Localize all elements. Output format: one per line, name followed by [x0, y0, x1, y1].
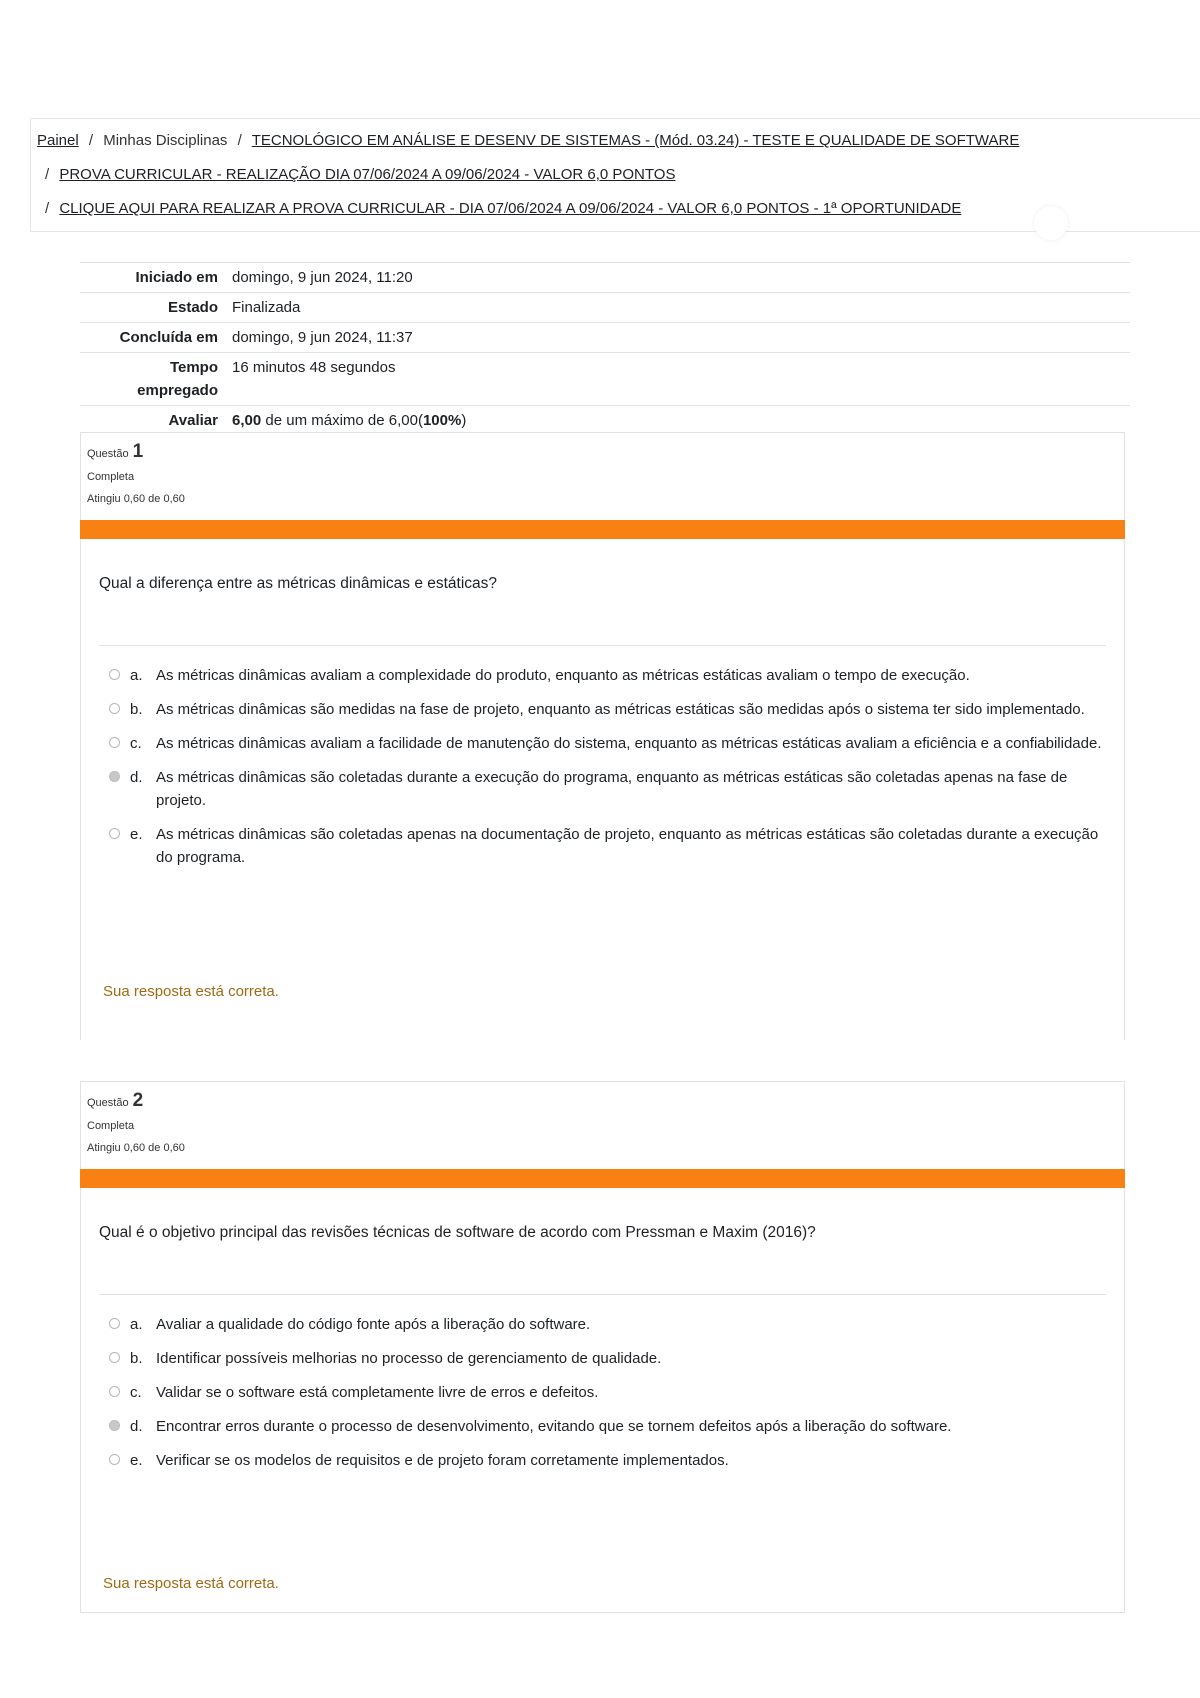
question-number	[87, 1090, 1118, 1112]
question-grade: Atingiu 0,60 de 0,60	[87, 1142, 185, 1154]
breadcrumb-item-disciplinas: Minhas Disciplinas	[103, 132, 228, 149]
question-label: Questão	[87, 1097, 129, 1109]
answer-text: As métricas dinâmicas são medidas na fase de projeto, enquanto as métricas estáticas são medidas após o sistema ter sido implementado.	[156, 701, 1085, 718]
summary-value: Finalizada	[232, 299, 301, 316]
answer-option[interactable]	[99, 698, 1106, 721]
summary-value	[228, 406, 1130, 435]
question-number-value: 2	[132, 1090, 144, 1111]
breadcrumb-link-course[interactable]: TECNOLÓGICO EM ANÁLISE E DESENV DE SISTEMAS - (Mód. 03.24) - TESTE E QUALIDADE DE SOFTWARE	[251, 132, 1020, 149]
question-header-bar	[80, 1169, 1125, 1188]
summary-label: Avaliar	[168, 412, 218, 429]
answer-text: Validar se o software está completamente livre de erros e defeitos.	[156, 1384, 599, 1401]
answer-letter: d.	[130, 1418, 143, 1435]
question-number	[87, 441, 1118, 463]
answer-text: As métricas dinâmicas avaliam a complexidade do produto, enquanto as métricas estáticas avaliam o tempo de execução.	[156, 667, 970, 684]
answer-letter: e.	[130, 826, 143, 843]
summary-label: Concluída em	[119, 329, 218, 346]
summary-row-state	[80, 292, 1130, 322]
radio-button-checked[interactable]	[109, 1420, 120, 1431]
breadcrumb-link-exam[interactable]: CLIQUE AQUI PARA REALIZAR A PROVA CURRICULAR - DIA 07/06/2024 A 09/06/2024 - VALOR 6,0 PONTOS - 1ª OPORTUNIDADE	[59, 200, 962, 217]
answer-option[interactable]	[99, 823, 1106, 869]
answer-option[interactable]	[99, 732, 1106, 755]
answer-option[interactable]	[99, 1347, 1106, 1370]
question-body	[80, 1188, 1125, 1551]
grade-max: de um máximo de 6,00(	[265, 412, 423, 429]
question-label: Questão	[87, 448, 129, 460]
question-info	[80, 432, 1125, 520]
radio-button[interactable]	[109, 1318, 120, 1329]
answer-text: Identificar possíveis melhorias no processo de gerenciamento de qualidade.	[156, 1350, 662, 1367]
answer-option[interactable]	[99, 1449, 1106, 1472]
question-state: Completa	[87, 1120, 135, 1132]
answer-list	[99, 1295, 1106, 1472]
question-state: Completa	[87, 471, 135, 483]
answer-letter: c.	[130, 1384, 142, 1401]
question-grade: Atingiu 0,60 de 0,60	[87, 493, 185, 505]
scroll-to-top-button[interactable]	[1034, 206, 1068, 240]
summary-row-grade	[80, 405, 1130, 435]
question-body	[80, 539, 1125, 983]
answer-option[interactable]	[99, 664, 1106, 687]
summary-label	[80, 353, 228, 405]
radio-button[interactable]	[109, 703, 120, 714]
answer-letter: d.	[130, 769, 143, 786]
question-text: Qual a diferença entre as métricas dinâmicas e estáticas?	[99, 575, 498, 592]
answer-letter: a.	[130, 1316, 143, 1333]
breadcrumb-separator: /	[237, 132, 242, 149]
answer-option-selected[interactable]	[99, 1415, 1106, 1438]
summary-value: domingo, 9 jun 2024, 11:37	[232, 329, 413, 346]
answer-option[interactable]	[99, 1313, 1106, 1336]
answer-text: Avaliar a qualidade do código fonte após a liberação do software.	[156, 1316, 591, 1333]
attempt-summary-table	[80, 262, 1130, 435]
summary-row-started	[80, 262, 1130, 292]
radio-button[interactable]	[109, 669, 120, 680]
radio-button[interactable]	[109, 1352, 120, 1363]
question-info	[80, 1081, 1125, 1169]
question-feedback	[80, 983, 1125, 1040]
radio-button[interactable]	[109, 1454, 120, 1465]
question-text: Qual é o objetivo principal das revisões técnicas de software de acordo com Pressman e Maxim (2016)?	[99, 1224, 816, 1241]
answer-text: As métricas dinâmicas são coletadas apenas na documentação de projeto, enquanto as métricas estáticas são coletadas durante a execução do programa.	[156, 826, 1099, 866]
feedback-text: Sua resposta está correta.	[103, 1575, 279, 1592]
breadcrumb-link-exam-section[interactable]: PROVA CURRICULAR - REALIZAÇÃO DIA 07/06/2024 A 09/06/2024 - VALOR 6,0 PONTOS	[59, 166, 676, 183]
answer-text: Encontrar erros durante o processo de desenvolvimento, evitando que se tornem defeitos após a liberação do software.	[156, 1418, 952, 1435]
breadcrumb-line-2	[45, 166, 675, 183]
answer-option-selected[interactable]	[99, 766, 1106, 812]
breadcrumb-separator: /	[88, 132, 94, 149]
grade-percent: 100%	[422, 412, 462, 429]
summary-label: Estado	[167, 299, 218, 316]
breadcrumb-line-3	[45, 200, 961, 217]
radio-button[interactable]	[109, 828, 120, 839]
breadcrumb-separator: /	[45, 200, 50, 217]
breadcrumb-link-painel[interactable]: Painel	[37, 132, 79, 149]
answer-letter: a.	[130, 667, 143, 684]
answer-text: As métricas dinâmicas são coletadas durante a execução do programa, enquanto as métricas estáticas são coletadas apenas na fase de projeto.	[156, 769, 1068, 809]
question-card	[80, 432, 1125, 1040]
question-number-value: 1	[132, 441, 144, 462]
summary-label-line: Tempo	[169, 359, 218, 376]
breadcrumb	[30, 118, 1200, 232]
summary-label: Iniciado em	[135, 269, 218, 286]
feedback-text: Sua resposta está correta.	[103, 983, 279, 1000]
summary-row-time	[80, 352, 1130, 405]
radio-button[interactable]	[109, 737, 120, 748]
answer-list	[99, 646, 1106, 869]
breadcrumb-separator: /	[45, 166, 50, 183]
grade-close: )	[461, 412, 467, 429]
summary-row-completed	[80, 322, 1130, 352]
question-card	[80, 1081, 1125, 1613]
answer-letter: e.	[130, 1452, 143, 1469]
summary-value: domingo, 9 jun 2024, 11:20	[232, 269, 413, 286]
answer-option[interactable]	[99, 1381, 1106, 1404]
answer-text: As métricas dinâmicas avaliam a facilidade de manutenção do sistema, enquanto as métricas estáticas avaliam a eficiência e a confiabilidade.	[156, 735, 1102, 752]
radio-button[interactable]	[109, 1386, 120, 1397]
question-feedback	[80, 1551, 1125, 1613]
answer-letter: c.	[130, 735, 142, 752]
question-header-bar	[80, 520, 1125, 539]
answer-letter: b.	[130, 1350, 143, 1367]
answer-letter: b.	[130, 701, 143, 718]
grade-score: 6,00	[232, 412, 262, 429]
summary-value: 16 minutos 48 segundos	[232, 359, 396, 376]
breadcrumb-line-1	[37, 132, 1019, 149]
answer-text: Verificar se os modelos de requisitos e de projeto foram corretamente implementados.	[156, 1452, 729, 1469]
summary-label-line: empregado	[137, 382, 218, 399]
radio-button-checked[interactable]	[109, 771, 120, 782]
